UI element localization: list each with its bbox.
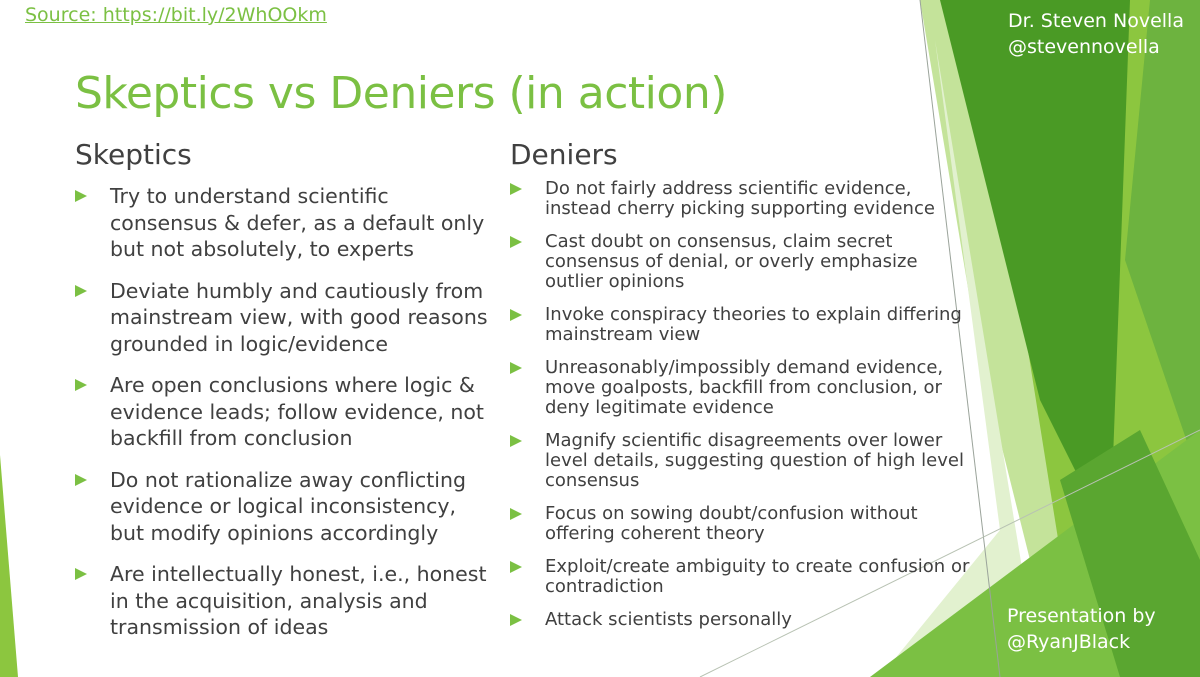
list-item-text: Magnify scientific disagreements over lower level details, suggesting question of high level consensus — [545, 430, 964, 491]
list-item-text: Invoke conspiracy theories to explain differing mainstream view — [545, 304, 962, 345]
slide-title: Skeptics vs Deniers (in action) — [75, 68, 727, 119]
triangle-bullet-icon — [75, 285, 87, 297]
list-item — [510, 504, 970, 544]
list-item — [75, 278, 495, 358]
triangle-bullet-icon — [510, 362, 522, 374]
list-item — [510, 232, 970, 292]
list-item-text: Are intellectually honest, i.e., honest in the acquisition, analysis and transmission of ideas — [110, 562, 487, 639]
list-item-text: Do not rationalize away conflicting evidence or logical inconsistency, but modify opinions accordingly — [110, 467, 466, 545]
skeptics-list — [75, 183, 495, 656]
presenter-credit — [1007, 603, 1156, 655]
list-item-text: Deviate humbly and cautiously from mainstream view, with good reasons grounded in logic/evidence — [110, 278, 488, 356]
list-item — [75, 467, 495, 547]
author-handle: @stevennovella — [1008, 36, 1160, 58]
list-item-text: Attack scientists personally — [545, 609, 792, 630]
triangle-bullet-icon — [510, 614, 522, 626]
left-green-strip — [0, 455, 18, 677]
presenter-label: Presentation by — [1007, 605, 1156, 627]
author-name: Dr. Steven Novella — [1008, 10, 1184, 32]
list-item — [510, 305, 970, 345]
skeptics-heading: Skeptics — [75, 138, 192, 171]
list-item-text: Cast doubt on consensus, claim secret consensus of denial, or overly emphasize outlier opinions — [545, 231, 918, 292]
triangle-bullet-icon — [75, 379, 87, 391]
list-item — [510, 431, 970, 491]
list-item — [510, 557, 970, 597]
triangle-bullet-icon — [75, 568, 87, 580]
triangle-bullet-icon — [510, 435, 522, 447]
triangle-bullet-icon — [510, 561, 522, 573]
list-item-text: Try to understand scientific consensus & defer, as a default only but not absolutely, to experts — [110, 184, 485, 261]
source-link[interactable]: Source: https://bit.ly/2WhOOkm — [25, 4, 327, 26]
list-item-text: Are open conclusions where logic & evidence leads; follow evidence, not backfill from conclusion — [110, 373, 484, 450]
list-item — [510, 610, 970, 630]
triangle-bullet-icon — [510, 183, 522, 195]
triangle-bullet-icon — [510, 309, 522, 321]
triangle-bullet-icon — [510, 508, 522, 520]
presenter-handle: @RyanJBlack — [1007, 631, 1131, 653]
list-item — [510, 179, 970, 219]
list-item-text: Unreasonably/impossibly demand evidence, move goalposts, backfill from conclusion, or deny legitimate evidence — [545, 357, 944, 418]
author-credit — [1008, 8, 1184, 60]
list-item-text: Do not fairly address scientific evidence, instead cherry picking supporting evidence — [545, 178, 935, 219]
triangle-bullet-icon — [510, 236, 522, 248]
triangle-bullet-icon — [75, 474, 87, 486]
list-item — [75, 561, 495, 641]
list-item — [75, 183, 495, 263]
list-item — [510, 358, 970, 418]
triangle-bullet-icon — [75, 190, 87, 202]
list-item-text: Focus on sowing doubt/confusion without offering coherent theory — [545, 503, 918, 544]
list-item-text: Exploit/create ambiguity to create confusion or contradiction — [545, 556, 970, 597]
deniers-list — [510, 179, 970, 643]
deniers-heading: Deniers — [510, 138, 618, 171]
list-item — [75, 372, 495, 452]
